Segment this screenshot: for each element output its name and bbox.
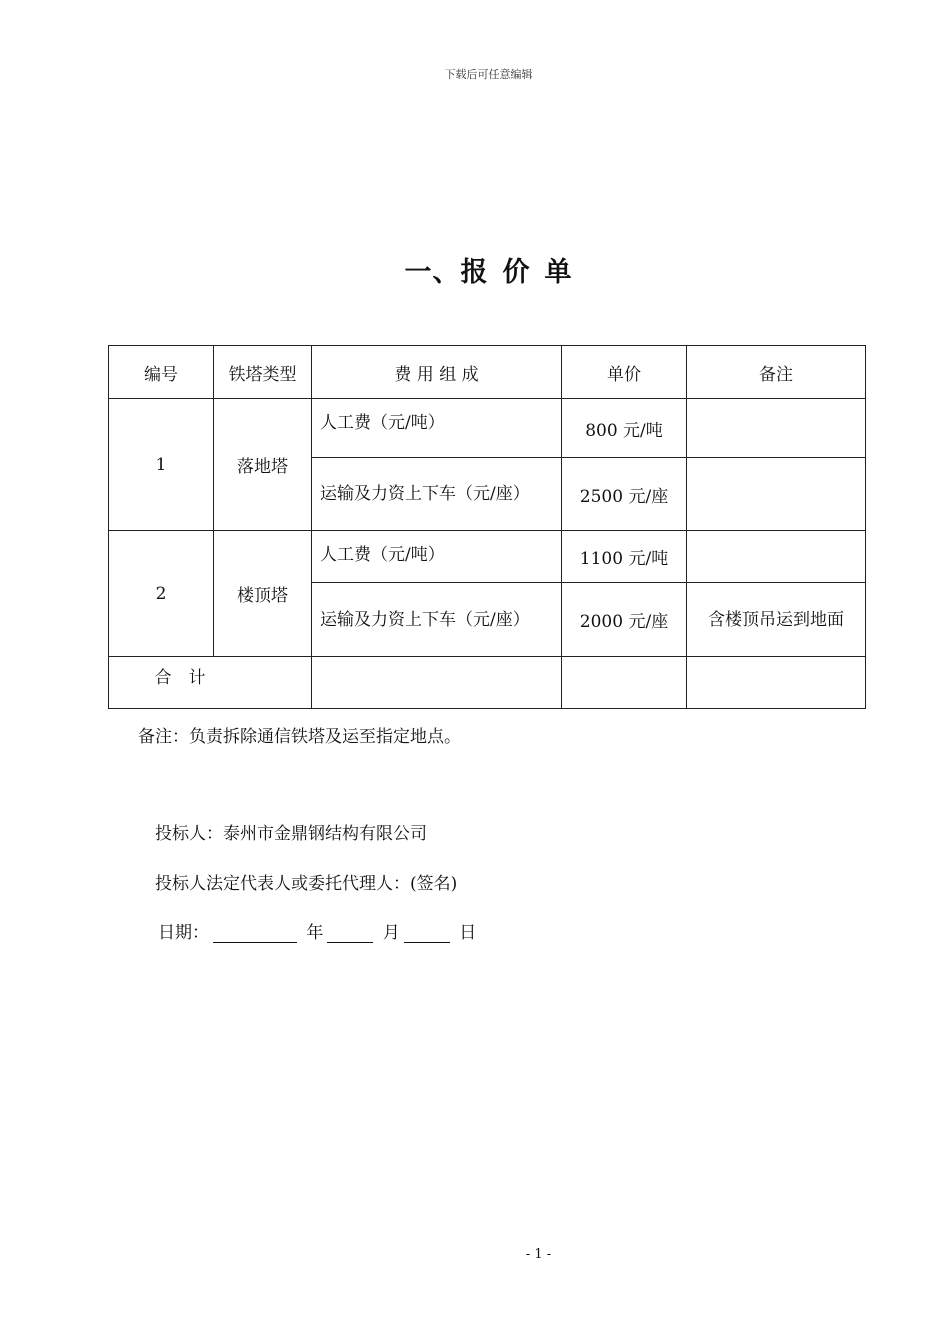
remark-cell	[687, 531, 866, 583]
total-row	[109, 657, 866, 709]
cost-item: 运输及力资上下车（元/座）	[312, 583, 562, 657]
total-cost	[312, 657, 562, 709]
cost-item: 人工费（元/吨）	[312, 399, 562, 458]
cost-item: 运输及力资上下车（元/座）	[312, 458, 562, 531]
quote-table	[108, 345, 866, 709]
table-header-row	[109, 346, 866, 399]
header-remark: 备注	[687, 346, 866, 399]
date-label: 日期：	[158, 923, 209, 943]
group-2-no: 2	[109, 531, 214, 657]
day-label: 日	[459, 923, 477, 943]
header-cost-composition: 费 用 组 成	[312, 346, 562, 399]
total-price	[562, 657, 687, 709]
title-part-2: 价	[502, 257, 531, 288]
unit-price: 2000 元/座	[562, 583, 687, 657]
unit-price: 2500 元/座	[562, 458, 687, 531]
month-label: 月	[382, 923, 400, 943]
table-row	[109, 399, 866, 458]
year-blank[interactable]	[213, 924, 297, 943]
bidder-line: 投标人：泰州市金鼎钢结构有限公司	[155, 824, 427, 844]
group-1-type: 落地塔	[214, 399, 312, 531]
date-line	[158, 918, 476, 943]
month-blank[interactable]	[327, 924, 373, 943]
header-unit-price: 单价	[562, 346, 687, 399]
group-2-type: 楼顶塔	[214, 531, 312, 657]
table-row	[109, 531, 866, 583]
total-label: 合 计	[109, 657, 312, 709]
document-title	[0, 250, 950, 289]
day-blank[interactable]	[404, 924, 450, 943]
total-remark	[687, 657, 866, 709]
header-note: 下载后可任意编辑	[444, 68, 533, 81]
title-part-3: 单	[544, 257, 573, 288]
page-number: - 1 -	[525, 1247, 552, 1262]
group-1-no: 1	[109, 399, 214, 531]
unit-price: 800 元/吨	[562, 399, 687, 458]
header-tower-type: 铁塔类型	[214, 346, 312, 399]
year-label: 年	[306, 923, 324, 943]
remark-cell	[687, 399, 866, 458]
title-part-1: 一、报	[404, 257, 489, 288]
representative-line: 投标人法定代表人或委托代理人：(签名)	[155, 874, 458, 894]
unit-price: 1100 元/吨	[562, 531, 687, 583]
remark-cell	[687, 458, 866, 531]
cost-item: 人工费（元/吨）	[312, 531, 562, 583]
remark-cell: 含楼顶吊运到地面	[687, 583, 866, 657]
table-note: 备注：负责拆除通信铁塔及运至指定地点。	[138, 727, 461, 747]
header-no: 编号	[109, 346, 214, 399]
